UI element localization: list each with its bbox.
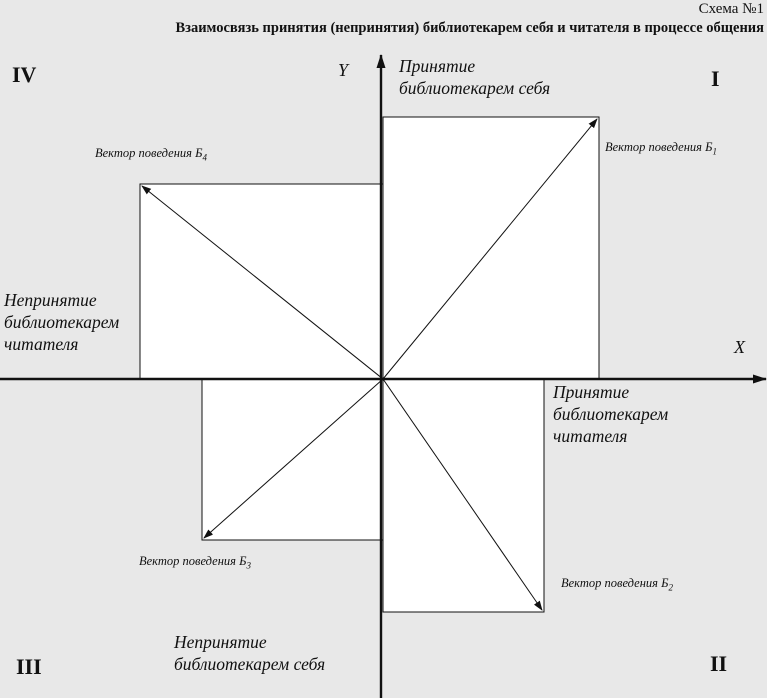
vector-b1-label bbox=[605, 140, 717, 157]
x-negative-line-3: читателя bbox=[4, 334, 79, 354]
x-positive-label bbox=[553, 381, 668, 447]
quadrant-label-iv: IV bbox=[12, 62, 37, 87]
vector-b3-index: 3 bbox=[246, 560, 251, 571]
quadrant-label-iii: III bbox=[16, 654, 42, 679]
vector-b2-index: 2 bbox=[668, 582, 673, 593]
vector-b1-index: 1 bbox=[712, 146, 717, 157]
y-negative-line-1: Непринятие bbox=[174, 632, 267, 652]
y-positive-line-1: Принятие bbox=[399, 56, 476, 76]
y-positive-line-2: библиотекарем себя bbox=[399, 78, 551, 98]
vector-b4-label bbox=[95, 146, 207, 163]
x-positive-line-3: читателя bbox=[553, 426, 628, 446]
x-negative-line-2: библиотекарем bbox=[4, 312, 120, 332]
x-positive-line-2: библиотекарем bbox=[553, 404, 669, 424]
vector-b2-label bbox=[561, 576, 673, 593]
vector-b1-text: Вектор поведения Б bbox=[605, 140, 713, 154]
x-negative-line-1: Непринятие bbox=[4, 290, 97, 310]
diagram-title: Взаимосвязь принятия (непринятия) библиотекарем себя и читателя в процессе общения bbox=[175, 20, 764, 36]
vector-b3-text: Вектор поведения Б bbox=[139, 554, 247, 568]
quadrant-label-i: I bbox=[711, 66, 720, 91]
y-positive-label bbox=[399, 55, 550, 99]
x-negative-label bbox=[4, 289, 119, 355]
x-axis-label: X bbox=[734, 337, 745, 357]
scheme-number: Схема №1 bbox=[698, 1, 764, 17]
x-positive-line-1: Принятие bbox=[553, 382, 630, 402]
y-negative-label bbox=[174, 631, 325, 675]
vector-b3-label bbox=[139, 554, 251, 571]
y-negative-line-2: библиотекарем себя bbox=[174, 654, 326, 674]
vector-b4-index: 4 bbox=[202, 152, 207, 163]
y-axis-label: Y bbox=[338, 60, 349, 80]
quadrant-label-ii: II bbox=[710, 651, 728, 676]
vector-b2-text: Вектор поведения Б bbox=[561, 576, 669, 590]
vector-b4-text: Вектор поведения Б bbox=[95, 146, 203, 160]
